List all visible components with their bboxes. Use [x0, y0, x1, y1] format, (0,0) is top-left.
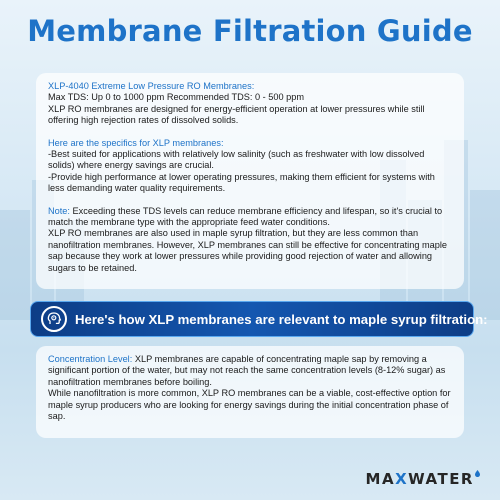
head-gear-icon	[41, 306, 67, 332]
specifics-bullet-1: -Best suited for applications with relatively low salinity (such as freshwater with low dissolved solids) where energy savings are crucial.	[48, 149, 425, 171]
tds-range-text: Max TDS: Up 0 to 1000 ppm Recommended TDS: 0 - 500 ppm	[48, 92, 305, 103]
intro-description: XLP RO membranes are designed for energy-efficient operation at lower pressures while still offering high rejection rates of dissolved solids.	[48, 103, 425, 126]
intro-heading: XLP-4040 Extreme Low Pressure RO Membranes:	[48, 81, 255, 91]
water-drop-icon	[475, 470, 480, 477]
maple-usage-paragraph: XLP RO membranes are also used in maple syrup filtration, but they are less common than nanofiltration membranes. However, XLP membranes can still be effective for concentrating maple sap because they work at lower pressures while providing good rejection of water and allowing sugars to be retained.	[48, 228, 448, 273]
nanofiltration-paragraph: While nanofiltration is more common, XLP RO membranes can be a viable, cost-effective option for maple syrup producers who are looking for energy savings during the initial concentration phase of sap.	[48, 388, 451, 422]
concentration-label: Concentration Level:	[48, 354, 133, 364]
note-text: Exceeding these TDS levels can reduce membrane efficiency and lifespan, so it's crucial to match the membrane type with the appropriate feed water conditions.	[48, 205, 443, 228]
concentration-panel	[36, 346, 464, 438]
specifics-bullet-2: -Provide high performance at lower operating pressures, making them efficient for systems with less demanding water quality requirements.	[48, 171, 435, 194]
logo-text-part-3: WATER	[408, 470, 474, 488]
concentration-text: XLP membranes are capable of concentrating maple sap by removing a significant portion of the water, but may not reach the same concentration levels (8-12% sugar) as nanofiltration membranes before boiling.	[48, 354, 446, 387]
logo-text-part-2: X	[395, 470, 409, 488]
banner-text: Here's how XLP membranes are relevant to maple syrup filtration:	[75, 311, 488, 327]
maple-syrup-banner	[30, 301, 488, 337]
note-paragraph	[48, 206, 452, 229]
membrane-info-panel	[36, 73, 464, 289]
page-title: Membrane Filtration Guide	[27, 14, 473, 48]
note-label: Note:	[48, 205, 70, 216]
logo-text-part-1: MA	[365, 470, 396, 488]
concentration-paragraph	[48, 354, 452, 388]
maxwater-logo	[366, 470, 480, 488]
specifics-heading: Here are the specifics for XLP membranes:	[48, 137, 224, 148]
